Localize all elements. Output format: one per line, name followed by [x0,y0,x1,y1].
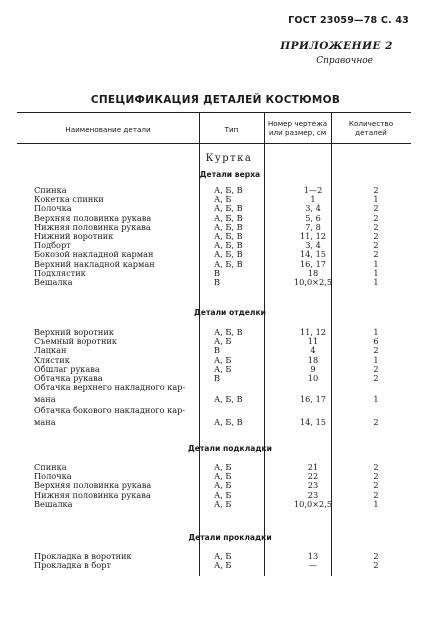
part-quantity: 2 [373,345,379,356]
table-row [0,417,431,427]
part-type: А, Б [214,354,232,365]
part-drawing-size: 3, 4 [305,203,321,214]
part-drawing-size: 5, 6 [305,212,321,223]
column-header-type [199,125,264,134]
table-row [0,382,431,392]
part-name: Обтачка бокового накладного кар- [34,405,186,416]
column-header-type-text: Тип [224,125,239,134]
part-type: В [214,345,221,356]
part-name: Обтачка верхнего накладного кар- [34,382,186,393]
part-drawing-size: 22 [307,471,319,482]
part-name: Вешалка [34,498,73,509]
part-name: Подхлястик [34,267,86,278]
group-title: Детали подкладки [187,444,272,453]
part-quantity: 2 [373,240,379,251]
part-quantity: 2 [373,551,379,561]
part-type: А, Б, В [214,393,243,404]
part-quantity: 1 [373,267,379,278]
table-row [0,405,431,415]
part-quantity: 2 [373,471,379,482]
table-row [0,560,431,570]
part-type: А, Б, В [214,416,243,427]
part-type: А, Б [214,194,232,205]
part-name: Прокладка в борт [34,560,111,571]
page-header-code: ГОСТ 23059—78 С. 43 [288,15,409,26]
part-quantity: 1 [373,194,379,205]
part-quantity: 6 [373,336,379,347]
part-drawing-size: 10,0×2,5 [293,498,333,509]
part-drawing-size: 14, 15 [299,416,327,427]
part-quantity: 2 [373,560,379,571]
part-type: А, Б, В [214,221,243,232]
part-drawing-size: 7, 8 [305,221,321,232]
part-name: Спинка [34,185,67,195]
part-drawing-size: 16, 17 [299,393,327,404]
part-drawing-size: 14, 15 [299,249,327,260]
part-name: Верхняя половинка рукава [34,212,152,223]
part-name: Вешалка [34,277,73,287]
part-name: Полочка [34,471,72,482]
part-name: Верхняя половинка рукава [34,480,152,491]
group-title: Детали прокладки [188,533,272,542]
part-drawing-size: 16, 17 [299,258,327,269]
group-title: Детали отделки [194,308,266,317]
part-name: Спинка [34,462,67,472]
part-quantity: 1 [373,498,379,509]
appendix-note: Справочное [316,56,373,66]
part-quantity: 2 [373,416,379,427]
table-row [0,277,431,287]
part-drawing-size: 18 [307,354,319,365]
part-name: мана [34,416,56,427]
part-type: А, Б [214,363,232,374]
column-header-size-line2: или размер, см [268,128,327,137]
part-quantity: 2 [373,185,379,195]
part-name: Кокетка спинки [34,194,104,205]
part-drawing-size: 11, 12 [299,231,327,241]
part-name: Нижняя половинка рукава [34,221,151,232]
part-type: А, Б [214,560,232,571]
part-quantity: 1 [373,277,379,287]
column-header-size-line1: Номер чертежа [267,119,328,128]
part-name: Бокозой накладной карман [34,249,154,260]
part-quantity: 2 [373,249,379,260]
part-type: А, Б, В [214,240,243,251]
part-quantity: 1 [373,327,379,337]
part-name: Хлястик [34,354,70,365]
part-type: А, Б [214,462,232,472]
column-header-qty-line1: Количество [348,119,394,128]
part-name: Нижняя половинка рукава [34,489,151,500]
appendix-title: ПРИЛОЖЕНИЕ 2 [280,40,393,52]
table-row [0,394,431,404]
part-drawing-size: 4 [310,345,316,356]
part-type: А, Б, В [214,203,243,214]
part-drawing-size: 18 [307,267,319,278]
part-quantity: 2 [373,373,379,383]
part-drawing-size: 9 [310,363,316,374]
part-type: А, Б, В [214,185,243,195]
part-name: мана [34,393,56,404]
part-type: В [214,277,221,287]
part-name: Лацкан [34,345,67,356]
section-title: Куртка [205,153,253,164]
part-quantity: 1 [373,354,379,365]
part-drawing-size: 3, 4 [305,240,321,251]
part-type: А, Б, В [214,258,243,269]
part-name: Подборт [34,240,71,251]
part-type: А, Б, В [214,327,243,337]
part-drawing-size: 13 [307,551,319,561]
part-quantity: 2 [373,489,379,500]
column-header-qty [331,119,411,137]
part-quantity: 2 [373,480,379,491]
part-quantity: 2 [373,231,379,241]
part-quantity: 2 [373,212,379,223]
part-type: А, Б [214,471,232,482]
column-header-size [264,119,331,137]
part-quantity: 1 [373,258,379,269]
part-quantity: 2 [373,221,379,232]
column-header-name-text: Наименование детали [65,125,151,134]
part-type: А, Б [214,489,232,500]
part-name: Верхний накладной карман [34,258,155,269]
part-drawing-size: 21 [307,462,319,472]
part-drawing-size: 11 [307,336,319,347]
part-name: Обтачка рукава [34,373,103,383]
column-header-name [17,125,199,134]
table-row [0,499,431,509]
column-header-qty-line2: деталей [355,128,387,137]
part-quantity: 1 [373,393,379,404]
part-name: Верхний воротник [34,327,114,337]
part-type: В [214,267,221,278]
part-type: А, Б [214,551,232,561]
part-type: В [214,373,221,383]
part-drawing-size: 23 [307,489,319,500]
part-type: А, Б [214,336,232,347]
table-header-rule [17,143,411,144]
table-top-rule [17,112,411,113]
part-type: А, Б, В [214,212,243,223]
part-drawing-size: — [308,560,318,571]
group-title: Детали верха [199,170,261,179]
part-drawing-size: 23 [307,480,319,491]
part-drawing-size: 10,0×2,5 [293,277,333,287]
part-name: Полочка [34,203,72,214]
part-drawing-size: 1—2 [303,185,323,195]
part-drawing-size: 11, 12 [299,327,327,337]
part-name: Обшлаг рукава [34,363,100,374]
part-type: А, Б, В [214,231,243,241]
part-drawing-size: 10 [307,373,319,383]
part-type: А, Б, В [214,249,243,260]
part-type: А, Б [214,480,232,491]
part-name: Съемный воротник [34,336,117,347]
part-quantity: 2 [373,363,379,374]
part-drawing-size: 1 [310,194,316,205]
part-quantity: 2 [373,203,379,214]
part-type: А, Б [214,498,232,509]
part-quantity: 2 [373,462,379,472]
document-title: СПЕЦИФИКАЦИЯ ДЕТАЛЕЙ КОСТЮМОВ [90,94,341,106]
part-name: Прокладка в воротник [34,551,132,561]
part-name: Нижний воротник [34,231,114,241]
